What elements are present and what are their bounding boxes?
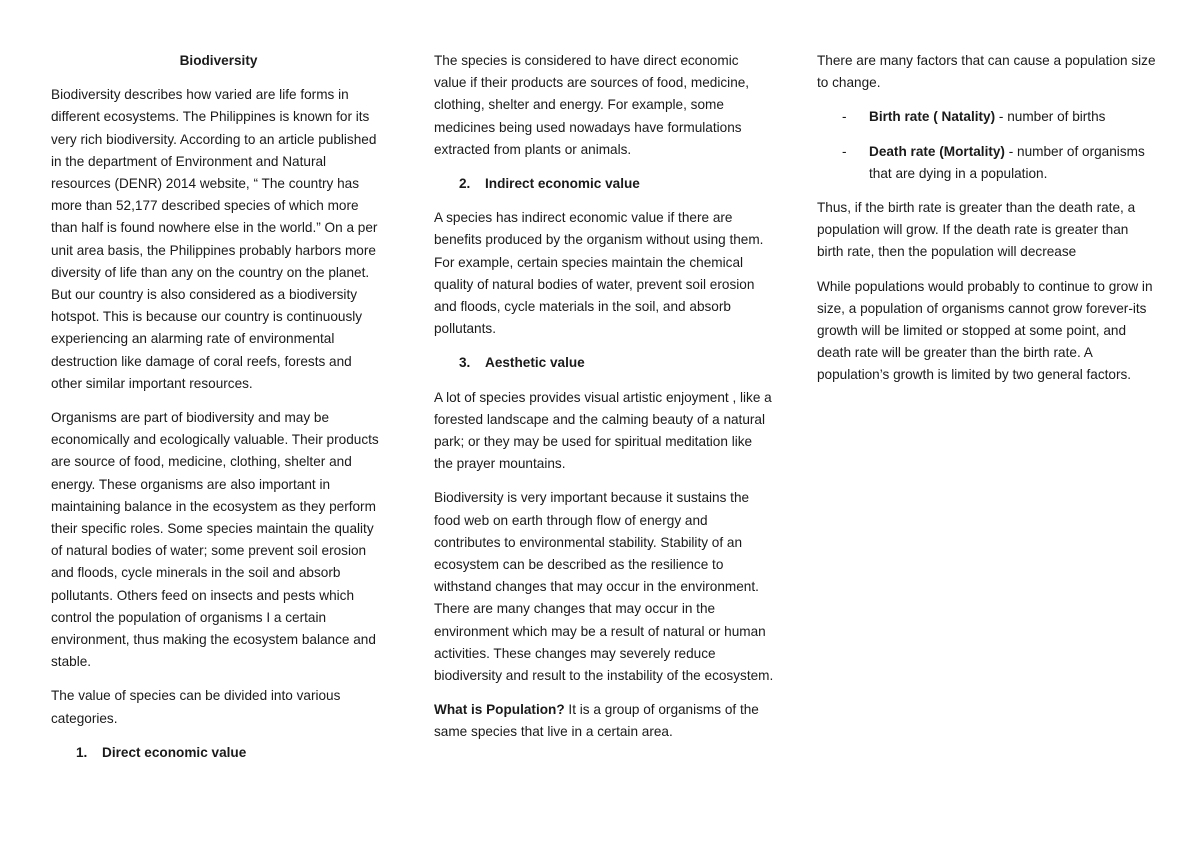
- heading-text: Indirect economic value: [485, 176, 640, 192]
- paragraph-what-is-population: [434, 699, 774, 743]
- paragraph-indirect-value: A species has indirect economic value if there are benefits produced by the organism without using them. For example, certain species maintain the chemical quality of natural bodies of water, prevent soil erosion and floods, cycle materials in the soil, and absorb pollutants.: [434, 210, 764, 337]
- list-dash: -: [842, 143, 847, 159]
- paragraph-aesthetic-value: A lot of species provides visual artistic enjoyment , like a forested landscape and the calming beauty of a natural park; or they may be used for spiritual meditation like the prayer mountains.: [434, 389, 772, 472]
- paragraph-growth-rule: Thus, if the birth rate is greater than the death rate, a population will grow. If the death rate is greater than birth rate, then the population will decrease: [817, 200, 1136, 260]
- heading-text: Direct economic value: [102, 744, 247, 760]
- document-title: Biodiversity: [179, 53, 258, 68]
- column-3: [817, 50, 1157, 399]
- definition-death-rate: - number of organisms that are dying in a population.: [869, 143, 1145, 181]
- column-1: [51, 50, 386, 776]
- paragraph-biodiversity-intro: Biodiversity describes how varied are life forms in different ecosystems. The Philippines is known for its very rich biodiversity. According to an article published in the department of Environment and Natural resources (DENR) 2014 website, “ The country has more than 52,177 described species of which more than half is found nowhere else in the world.” On a per unit area basis, the Philippines probably harbors more diversity of life than any on the country on the planet. But our country is also considered as a biodiversity hotspot. This is because our country is continuously experiencing an alarming rate of environmental destruction like damage of coral reefs, forests and other similar important resources.: [51, 87, 378, 391]
- list-number: 3.: [459, 355, 471, 371]
- list-item-death-rate: [817, 141, 1157, 185]
- list-dash: -: [842, 109, 847, 125]
- list-item-text: [869, 141, 1157, 185]
- paragraph-population-factors: There are many factors that can cause a population size to change.: [817, 53, 1156, 91]
- term-birth-rate: Birth rate ( Natality): [869, 109, 996, 125]
- paragraph-value-categories: The value of species can be divided into various categories.: [51, 688, 341, 726]
- heading-text: Aesthetic value: [485, 355, 585, 371]
- list-item-text: [869, 106, 1157, 128]
- list-number: 2.: [459, 176, 471, 192]
- term-death-rate: Death rate (Mortality): [869, 143, 1005, 159]
- paragraph-biodiversity-importance: Biodiversity is very important because it sustains the food web on earth through flow of energy and contributes to environmental stability. Stability of an ecosystem can be described as the resilience to withstand changes that may occur in the environment. There are many changes that may occur in the environment which may be a result of natural or human activities. These changes may severely reduce biodiversity and result to the instability of the ecosystem.: [434, 490, 774, 684]
- list-item-birth-rate: [817, 106, 1157, 128]
- paragraph-direct-value: The species is considered to have direct economic value if their products are sources of food, medicine, clothing, shelter and energy. For example, some medicines being used nowadays have formulations extracted from plants or animals.: [434, 53, 750, 157]
- heading-aesthetic-value: [434, 352, 774, 374]
- heading-direct-economic-value: [51, 742, 386, 764]
- list-number: 1.: [76, 744, 88, 760]
- paragraph-organisms: Organisms are part of biodiversity and may be economically and ecologically valuable. Their products are source of food, medicine, clothing, shelter and energy. These organisms are also important in maintaining balance in the ecosystem as they perform their specific roles. Some species maintain the quality of natural bodies of water; some prevent soil erosion and floods, cycle minerals in the soil and absorb pollutants. Others feed on insects and pests which control the population of organisms I a certain environment, thus making the ecosystem balance and stable.: [51, 410, 379, 670]
- population-definition: It is a group of organisms of the same species that live in a certain area.: [434, 702, 759, 740]
- definition-birth-rate: - number of births: [995, 109, 1106, 125]
- heading-indirect-economic-value: [434, 173, 774, 195]
- population-question: What is Population?: [434, 702, 565, 718]
- column-2: [434, 50, 774, 756]
- paragraph-growth-limits: While populations would probably to continue to grow in size, a population of organisms cannot grow forever-its growth will be limited or stopped at some point, and death rate will be greater than the birth rate. A population’s growth is limited by two general factors.: [817, 278, 1153, 383]
